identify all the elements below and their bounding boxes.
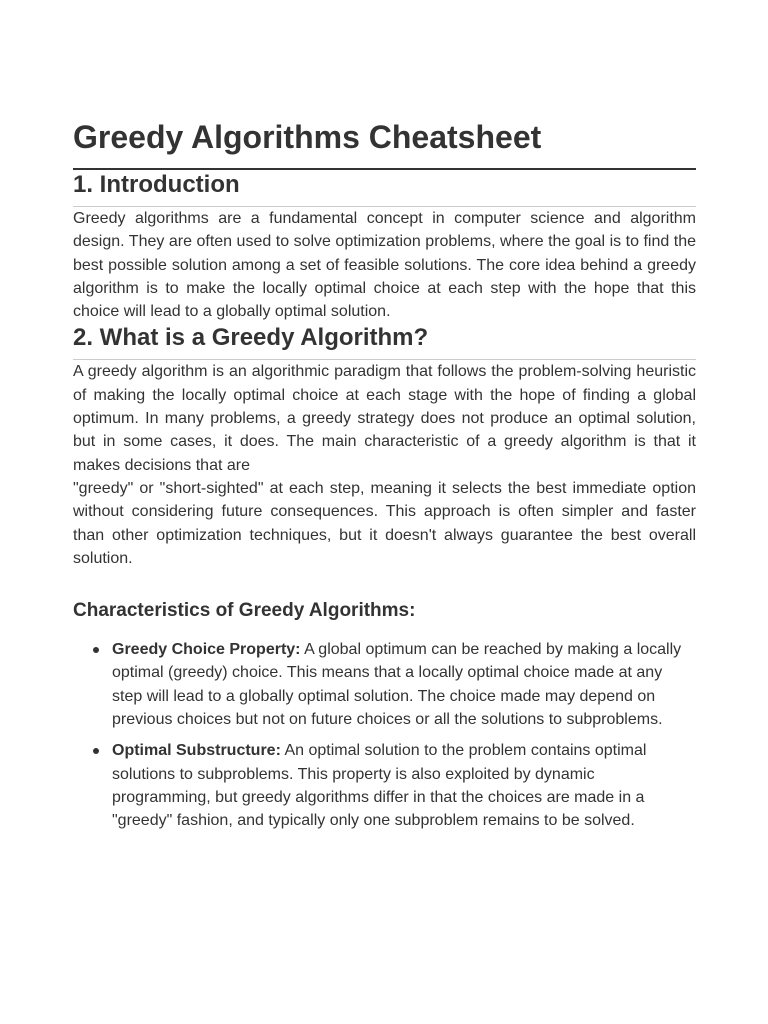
list-item-text: An optimal solution to the problem contains optimal solutions to subproblems. This property is also exploited by dynamic programming, but greedy algorithms differ in that the choices are made in a "greedy" fashion, and typically only one subproblem remains to be solved. <box>112 742 647 830</box>
introduction-paragraph: Greedy algorithms are a fundamental concept in computer science and algorithm design. They are often used to solve optimization problems, where the goal is to find the best possible solution among a set of feasible solutions. The core idea behind a greedy algorithm is to make the locally optimal choice at each step with the hope that this choice will lead to a globally optimal solution. <box>73 210 696 321</box>
list-item <box>112 739 696 832</box>
characteristics-heading: Characteristics of Greedy Algorithms: <box>73 600 416 622</box>
section-heading-what-is-greedy: 2. What is a Greedy Algorithm? <box>73 323 696 360</box>
section-what-is-greedy <box>73 323 696 832</box>
list-item-term: Optimal Substructure: <box>112 742 281 760</box>
section-heading-introduction: 1. Introduction <box>73 170 696 207</box>
continuation-paragraph: "greedy" or "short-sighted" at each step, meaning it selects the best immediate option without considering future consequences. This approach is often simpler and faster than other optimization techniques, but it doesn't always guarantee the best overall solution. <box>73 479 696 567</box>
section-introduction <box>73 170 696 323</box>
characteristics-list <box>73 638 696 832</box>
bullet-icon <box>93 647 99 653</box>
document-title: Greedy Algorithms Cheatsheet <box>73 0 696 170</box>
bullet-icon <box>93 748 99 754</box>
list-item-term: Greedy Choice Property: <box>112 641 301 659</box>
list-item-text: A global optimum can be reached by making a locally optimal (greedy) choice. This means that a locally optimal choice made at any step will lead to a globally optimal solution. The choice made may depend on previous choices but not on future choices or all the solutions to subproblems. <box>112 641 682 729</box>
definition-paragraph: A greedy algorithm is an algorithmic paradigm that follows the problem-solving heuristic of making the locally optimal choice at each stage with the hope of finding a global optimum. In many problems, a greedy strategy does not produce an optimal solution, but in some cases, it does. The main characteristic of a greedy algorithm is that it makes decisions that are <box>73 363 696 474</box>
list-item <box>112 638 696 731</box>
